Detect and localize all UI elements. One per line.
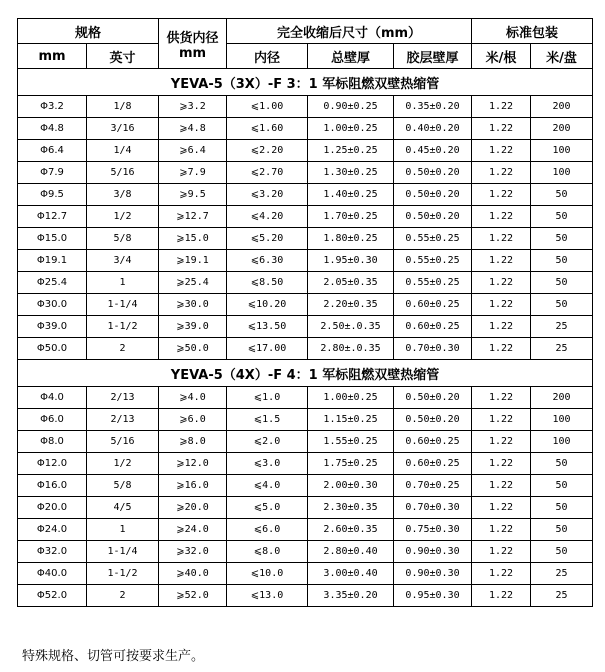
table-cell: 1.22	[472, 453, 531, 475]
table-cell: 100	[531, 140, 593, 162]
table-cell: 1/4	[87, 140, 159, 162]
table-cell: ⩾20.0	[159, 497, 227, 519]
table-row	[18, 206, 593, 228]
table-cell: ⩽5.20	[227, 228, 308, 250]
table-cell: ⩾39.0	[159, 316, 227, 338]
table-cell: 0.70±0.30	[394, 338, 472, 360]
spec-table	[17, 18, 593, 607]
table-row	[18, 316, 593, 338]
table-cell: 0.90±0.30	[394, 541, 472, 563]
table-cell: 0.55±0.25	[394, 228, 472, 250]
header-row-2	[18, 44, 593, 69]
table-cell: 1.70±0.25	[308, 206, 394, 228]
table-cell: 0.60±0.25	[394, 431, 472, 453]
table-cell: 2	[87, 338, 159, 360]
table-cell: 200	[531, 118, 593, 140]
table-cell: ⩽1.00	[227, 96, 308, 118]
table-row	[18, 118, 593, 140]
table-cell: 1.22	[472, 140, 531, 162]
table-cell: 0.50±0.20	[394, 184, 472, 206]
table-cell: 3.35±0.20	[308, 585, 394, 607]
table-cell: ⩽2.20	[227, 140, 308, 162]
table-row	[18, 563, 593, 585]
table-cell: ⩽17.00	[227, 338, 308, 360]
header-recovered: 完全收缩后尺寸（mm）	[227, 19, 472, 44]
table-cell: ⩽5.0	[227, 497, 308, 519]
header-m-per-reel: 米/盘	[531, 44, 593, 69]
table-row	[18, 96, 593, 118]
table-cell: 0.50±0.20	[394, 162, 472, 184]
table-cell: 50	[531, 228, 593, 250]
header-adhesive-wall: 胶层壁厚	[394, 44, 472, 69]
table-row	[18, 497, 593, 519]
table-cell: ⩽8.50	[227, 272, 308, 294]
table-cell: 4/5	[87, 497, 159, 519]
table-cell: ⩾4.0	[159, 387, 227, 409]
table-cell: 50	[531, 475, 593, 497]
table-cell: 5/8	[87, 228, 159, 250]
table-cell: 3/16	[87, 118, 159, 140]
table-cell: ⩽1.60	[227, 118, 308, 140]
table-cell: Φ12.0	[18, 453, 87, 475]
header-mm: mm	[18, 44, 87, 69]
header-inch: 英寸	[87, 44, 159, 69]
table-row	[18, 338, 593, 360]
table-cell: 200	[531, 387, 593, 409]
table-cell: Φ6.4	[18, 140, 87, 162]
header-m-per-piece: 米/根	[472, 44, 531, 69]
table-row	[18, 431, 593, 453]
table-cell: 1.22	[472, 96, 531, 118]
table-cell: Φ4.0	[18, 387, 87, 409]
table-cell: 25	[531, 585, 593, 607]
table-row	[18, 184, 593, 206]
table-cell: Φ6.0	[18, 409, 87, 431]
table-cell: ⩽10.20	[227, 294, 308, 316]
table-cell: 50	[531, 184, 593, 206]
table-cell: 1/2	[87, 206, 159, 228]
table-cell: 1.22	[472, 409, 531, 431]
table-cell: ⩾3.2	[159, 96, 227, 118]
section-header-row	[18, 69, 593, 96]
table-cell: Φ3.2	[18, 96, 87, 118]
table-cell: 1.30±0.25	[308, 162, 394, 184]
table-cell: 1.22	[472, 272, 531, 294]
table-cell: 2.00±0.30	[308, 475, 394, 497]
table-cell: ⩾4.8	[159, 118, 227, 140]
header-supply-line2: mm	[178, 45, 207, 61]
table-cell: ⩾52.0	[159, 585, 227, 607]
table-row	[18, 140, 593, 162]
header-spec: 规格	[18, 19, 159, 44]
table-cell: 5/16	[87, 431, 159, 453]
table-cell: Φ25.4	[18, 272, 87, 294]
table-cell: 1.00±0.25	[308, 387, 394, 409]
table-cell: ⩽13.0	[227, 585, 308, 607]
footnote: 特殊规格、切管可按要求生产。	[22, 649, 205, 664]
table-cell: 2.50±.0.35	[308, 316, 394, 338]
table-cell: 1.22	[472, 162, 531, 184]
table-cell: ⩾15.0	[159, 228, 227, 250]
table-row	[18, 519, 593, 541]
section-title: YEVA-5（3X）-F 3：1 军标阻燃双壁热缩管	[18, 69, 593, 96]
table-cell: ⩾24.0	[159, 519, 227, 541]
table-cell: ⩾9.5	[159, 184, 227, 206]
table-cell: Φ7.9	[18, 162, 87, 184]
table-cell: 100	[531, 431, 593, 453]
table-row	[18, 228, 593, 250]
table-cell: 50	[531, 206, 593, 228]
table-cell: 1-1/2	[87, 563, 159, 585]
table-cell: 0.60±0.25	[394, 453, 472, 475]
table-cell: ⩾16.0	[159, 475, 227, 497]
table-row	[18, 387, 593, 409]
table-row	[18, 409, 593, 431]
table-cell: ⩽6.30	[227, 250, 308, 272]
table-cell: Φ8.0	[18, 431, 87, 453]
table-cell: ⩽10.0	[227, 563, 308, 585]
table-cell: 2.60±0.35	[308, 519, 394, 541]
table-cell: 1.22	[472, 431, 531, 453]
table-cell: 0.90±0.25	[308, 96, 394, 118]
header-row-1	[18, 19, 593, 44]
table-cell: 50	[531, 294, 593, 316]
table-cell: Φ52.0	[18, 585, 87, 607]
table-cell: 50	[531, 272, 593, 294]
table-cell: 0.70±0.30	[394, 497, 472, 519]
table-cell: ⩽3.0	[227, 453, 308, 475]
header-std-pack: 标准包装	[472, 19, 593, 44]
table-cell: 1.80±0.25	[308, 228, 394, 250]
table-cell: Φ4.8	[18, 118, 87, 140]
table-cell: 1.22	[472, 118, 531, 140]
table-cell: 1	[87, 519, 159, 541]
table-cell: ⩽2.70	[227, 162, 308, 184]
table-cell: 1.95±0.30	[308, 250, 394, 272]
table-cell: Φ12.7	[18, 206, 87, 228]
table-cell: 1.22	[472, 206, 531, 228]
table-row	[18, 294, 593, 316]
table-cell: ⩽6.0	[227, 519, 308, 541]
table-cell: 1.40±0.25	[308, 184, 394, 206]
table-row	[18, 250, 593, 272]
table-cell: 0.50±0.20	[394, 387, 472, 409]
table-cell: 0.90±0.30	[394, 563, 472, 585]
table-cell: 3/8	[87, 184, 159, 206]
table-cell: 1.00±0.25	[308, 118, 394, 140]
table-cell: 0.50±0.20	[394, 409, 472, 431]
table-cell: 1.22	[472, 316, 531, 338]
table-cell: 2.20±0.35	[308, 294, 394, 316]
table-cell: 1.22	[472, 541, 531, 563]
table-cell: 1.22	[472, 497, 531, 519]
table-cell: Φ9.5	[18, 184, 87, 206]
section-header-row	[18, 360, 593, 387]
table-cell: 100	[531, 409, 593, 431]
table-cell: ⩾7.9	[159, 162, 227, 184]
table-cell: 3.00±0.40	[308, 563, 394, 585]
table-cell: 0.75±0.30	[394, 519, 472, 541]
table-cell: ⩾40.0	[159, 563, 227, 585]
table-cell: Φ24.0	[18, 519, 87, 541]
table-cell: ⩾8.0	[159, 431, 227, 453]
table-cell: 1.22	[472, 475, 531, 497]
table-cell: 2	[87, 585, 159, 607]
table-row	[18, 541, 593, 563]
table-row	[18, 453, 593, 475]
table-cell: 0.70±0.25	[394, 475, 472, 497]
table-row	[18, 585, 593, 607]
table-cell: 1.22	[472, 519, 531, 541]
table-cell: Φ16.0	[18, 475, 87, 497]
table-cell: Φ40.0	[18, 563, 87, 585]
table-cell: 1.22	[472, 184, 531, 206]
table-cell: ⩽4.0	[227, 475, 308, 497]
table-cell: 0.95±0.30	[394, 585, 472, 607]
table-cell: 0.60±0.25	[394, 316, 472, 338]
table-cell: ⩾25.4	[159, 272, 227, 294]
table-cell: 1/8	[87, 96, 159, 118]
header-inner-dia: 内径	[227, 44, 308, 69]
table-cell: 50	[531, 250, 593, 272]
table-cell: Φ32.0	[18, 541, 87, 563]
table-cell: ⩾6.4	[159, 140, 227, 162]
table-cell: Φ20.0	[18, 497, 87, 519]
table-cell: 2.05±0.35	[308, 272, 394, 294]
table-cell: 0.40±0.20	[394, 118, 472, 140]
table-cell: 0.35±0.20	[394, 96, 472, 118]
table-cell: 200	[531, 96, 593, 118]
header-total-wall: 总壁厚	[308, 44, 394, 69]
table-cell: ⩽4.20	[227, 206, 308, 228]
table-cell: 1.22	[472, 563, 531, 585]
table-cell: 2.80±.0.35	[308, 338, 394, 360]
table-cell: 1.22	[472, 250, 531, 272]
header-supply-inner-dia	[159, 19, 227, 69]
table-cell: ⩽13.50	[227, 316, 308, 338]
table-cell: 50	[531, 453, 593, 475]
table-cell: 50	[531, 497, 593, 519]
table-cell: 1	[87, 272, 159, 294]
table-cell: 3/4	[87, 250, 159, 272]
table-cell: 1.15±0.25	[308, 409, 394, 431]
table-row	[18, 272, 593, 294]
table-cell: ⩽1.0	[227, 387, 308, 409]
table-cell: 1-1/4	[87, 294, 159, 316]
table-cell: 2.80±0.40	[308, 541, 394, 563]
table-cell: 5/8	[87, 475, 159, 497]
table-cell: ⩾30.0	[159, 294, 227, 316]
table-cell: 0.45±0.20	[394, 140, 472, 162]
table-cell: ⩾50.0	[159, 338, 227, 360]
table-cell: ⩽8.0	[227, 541, 308, 563]
table-row	[18, 162, 593, 184]
section-title: YEVA-5（4X）-F 4：1 军标阻燃双壁热缩管	[18, 360, 593, 387]
table-row	[18, 475, 593, 497]
header-supply-line1: 供货内径	[166, 30, 219, 46]
table-cell: 1/2	[87, 453, 159, 475]
table-cell: ⩾6.0	[159, 409, 227, 431]
table-cell: ⩽1.5	[227, 409, 308, 431]
table-cell: 0.55±0.25	[394, 250, 472, 272]
table-cell: 1.22	[472, 387, 531, 409]
table-cell: 2/13	[87, 409, 159, 431]
table-cell: 1.55±0.25	[308, 431, 394, 453]
table-cell: 1.22	[472, 294, 531, 316]
table-cell: 25	[531, 316, 593, 338]
table-cell: 1.25±0.25	[308, 140, 394, 162]
table-cell: Φ50.0	[18, 338, 87, 360]
table-cell: 25	[531, 338, 593, 360]
table-cell: 0.50±0.20	[394, 206, 472, 228]
table-cell: Φ15.0	[18, 228, 87, 250]
table-cell: ⩾12.7	[159, 206, 227, 228]
table-cell: 1.22	[472, 338, 531, 360]
table-cell: 1-1/4	[87, 541, 159, 563]
table-cell: Φ39.0	[18, 316, 87, 338]
table-cell: 50	[531, 541, 593, 563]
table-cell: ⩽3.20	[227, 184, 308, 206]
table-cell: ⩾12.0	[159, 453, 227, 475]
table-cell: 1.75±0.25	[308, 453, 394, 475]
table-cell: 1.22	[472, 228, 531, 250]
table-cell: 50	[531, 519, 593, 541]
table-cell: ⩾19.1	[159, 250, 227, 272]
table-cell: Φ30.0	[18, 294, 87, 316]
table-cell: 1-1/2	[87, 316, 159, 338]
table-cell: Φ19.1	[18, 250, 87, 272]
table-cell: 25	[531, 563, 593, 585]
table-cell: 5/16	[87, 162, 159, 184]
table-cell: 2.30±0.35	[308, 497, 394, 519]
table-cell: ⩾32.0	[159, 541, 227, 563]
table-cell: 2/13	[87, 387, 159, 409]
table-cell: 100	[531, 162, 593, 184]
table-cell: ⩽2.0	[227, 431, 308, 453]
table-cell: 0.60±0.25	[394, 294, 472, 316]
table-cell: 0.55±0.25	[394, 272, 472, 294]
table-cell: 1.22	[472, 585, 531, 607]
